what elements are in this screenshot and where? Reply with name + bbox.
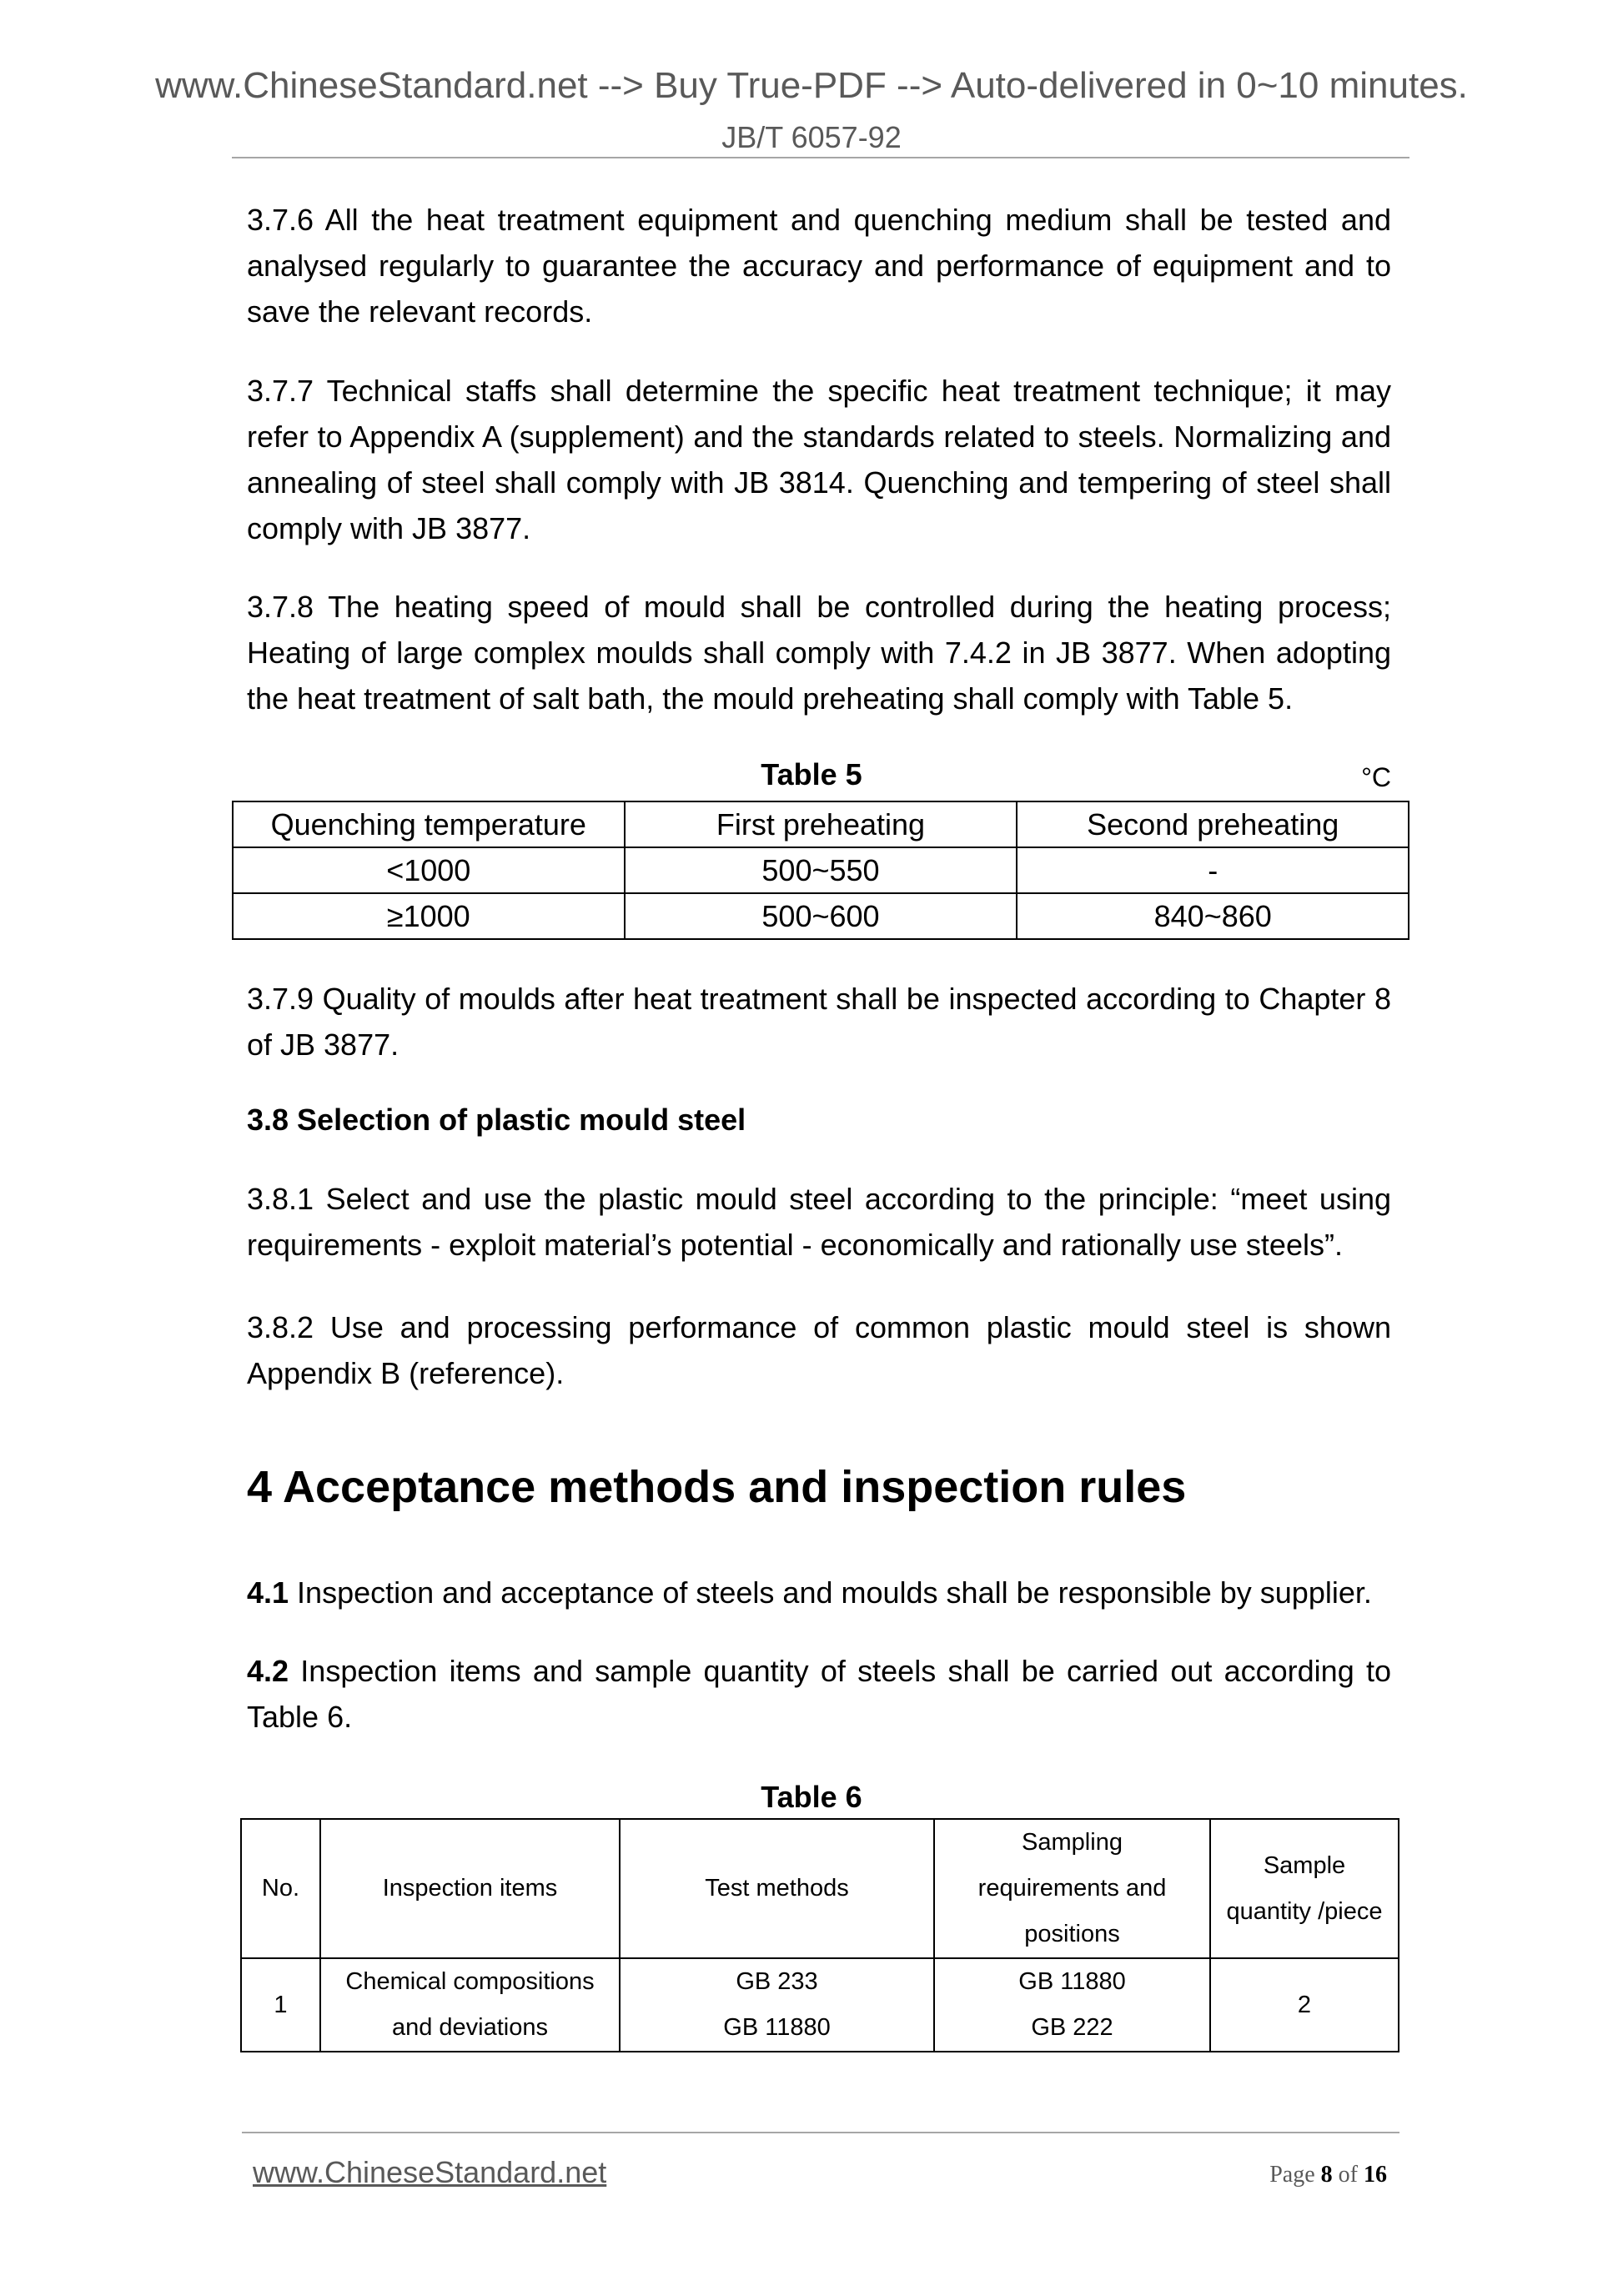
- cell-line: GB 11880: [1018, 1968, 1126, 1995]
- clause-number: 4.1: [247, 1575, 289, 1610]
- clause-3-8-1: 3.8.1 Select and use the plastic mould steel according to the principle: “meet using requirements - exploit material’s potential - economically and rationally use steels”.: [247, 1182, 1391, 1262]
- header-line: requirements and: [977, 1875, 1167, 1902]
- footer-divider: [242, 2132, 1399, 2133]
- page-label: Page: [1269, 2162, 1315, 2188]
- table6-caption: Table 6: [761, 1780, 862, 1814]
- header-line: positions: [1024, 1921, 1120, 1947]
- table-cell: <1000: [233, 847, 625, 893]
- table-row: [233, 893, 1409, 939]
- document-code: JB/T 6057-92: [721, 120, 902, 154]
- footer-site-link[interactable]: www.ChineseStandard.net: [253, 2155, 607, 2189]
- table-header-cell: Second preheating: [1017, 801, 1409, 847]
- table-header-cell: First preheating: [625, 801, 1018, 847]
- table-6: [240, 1818, 1399, 2052]
- table-cell: 840~860: [1017, 893, 1409, 939]
- clause-number: 4.2: [247, 1654, 289, 1688]
- table-cell-sampling: [934, 1958, 1210, 2052]
- header-line: quantity /piece: [1226, 1897, 1383, 1925]
- table-header-row: [233, 801, 1409, 847]
- table-cell: ≥1000: [233, 893, 625, 939]
- cell-line: GB 222: [1031, 2014, 1113, 2041]
- cell-line: Chemical compositions: [345, 1968, 595, 1995]
- cell-line: and deviations: [391, 2014, 549, 2041]
- table-row: [241, 1958, 1399, 2052]
- table5-caption: Table 5: [761, 757, 862, 791]
- header-line: Sample: [1263, 1851, 1346, 1879]
- clause-text: Inspection and acceptance of steels and moulds shall be responsible by supplier.: [289, 1575, 1372, 1610]
- header-divider: [232, 157, 1409, 158]
- table-header-methods: Test methods: [620, 1819, 934, 1958]
- section-heading-3-8: 3.8 Selection of plastic mould steel: [247, 1103, 746, 1137]
- table-header-row: [241, 1819, 1399, 1958]
- cell-line: GB 11880: [723, 2014, 831, 2041]
- clause-text: Inspection items and sample quantity of steels shall be carried out according to Table 6.: [247, 1654, 1391, 1734]
- table-row: [233, 847, 1409, 893]
- clause-4-1: [247, 1570, 1391, 1615]
- header-banner: www.ChineseStandard.net --> Buy True-PDF --> Auto-delivered in 0~10 minutes.: [155, 65, 1468, 106]
- table-header-items: Inspection items: [320, 1819, 620, 1958]
- clause-3-8-2: 3.8.2 Use and processing performance of common plastic mould steel is shown Appendix B (reference).: [247, 1310, 1391, 1390]
- page-of: of: [1338, 2162, 1358, 2188]
- table-cell-items: [320, 1958, 620, 2052]
- table-cell-quantity: 2: [1210, 1958, 1399, 2052]
- clause-4-2: [247, 1648, 1391, 1740]
- table-header-quantity: [1210, 1819, 1399, 1958]
- page-number: [1269, 2162, 1387, 2188]
- table-header-sampling: [934, 1819, 1210, 1958]
- table-cell: 500~600: [625, 893, 1018, 939]
- clause-3-7-8: 3.7.8 The heating speed of mould shall be controlled during the heating process; Heating of large complex moulds shall comply with 7.4.2 in JB 3877. When adopting the heat treatment of salt bath, the mould preheating shall comply with Table 5.: [247, 590, 1391, 716]
- table-cell-no: 1: [241, 1958, 320, 2052]
- cell-line: GB 233: [736, 1968, 818, 1995]
- table-cell: -: [1017, 847, 1409, 893]
- clause-3-7-7: 3.7.7 Technical staffs shall determine the specific heat treatment technique; it may refer to Appendix A (supplement) and the standards related to steels. Normalizing and annealing of steel shall comply with JB 3814. Quenching and tempering of steel shall comply with JB 3877.: [247, 374, 1391, 545]
- header-line: Sampling: [1022, 1829, 1123, 1856]
- page-current: 8: [1320, 2162, 1333, 2188]
- table-header-no: No.: [241, 1819, 320, 1958]
- table5-unit: °C: [1361, 762, 1391, 792]
- clause-3-7-9: 3.7.9 Quality of moulds after heat treatment shall be inspected according to Chapter 8 of JB 3877.: [247, 982, 1391, 1062]
- table-cell: 500~550: [625, 847, 1018, 893]
- chapter-heading-4: 4 Acceptance methods and inspection rules: [247, 1462, 1187, 1512]
- clause-3-7-6: 3.7.6 All the heat treatment equipment and quenching medium shall be tested and analysed regularly to guarantee the accuracy and performance of equipment and to save the relevant records.: [247, 203, 1391, 329]
- page-total: 16: [1364, 2162, 1387, 2188]
- table-cell-methods: [620, 1958, 934, 2052]
- table-header-cell: Quenching temperature: [233, 801, 625, 847]
- table-5: [232, 801, 1409, 940]
